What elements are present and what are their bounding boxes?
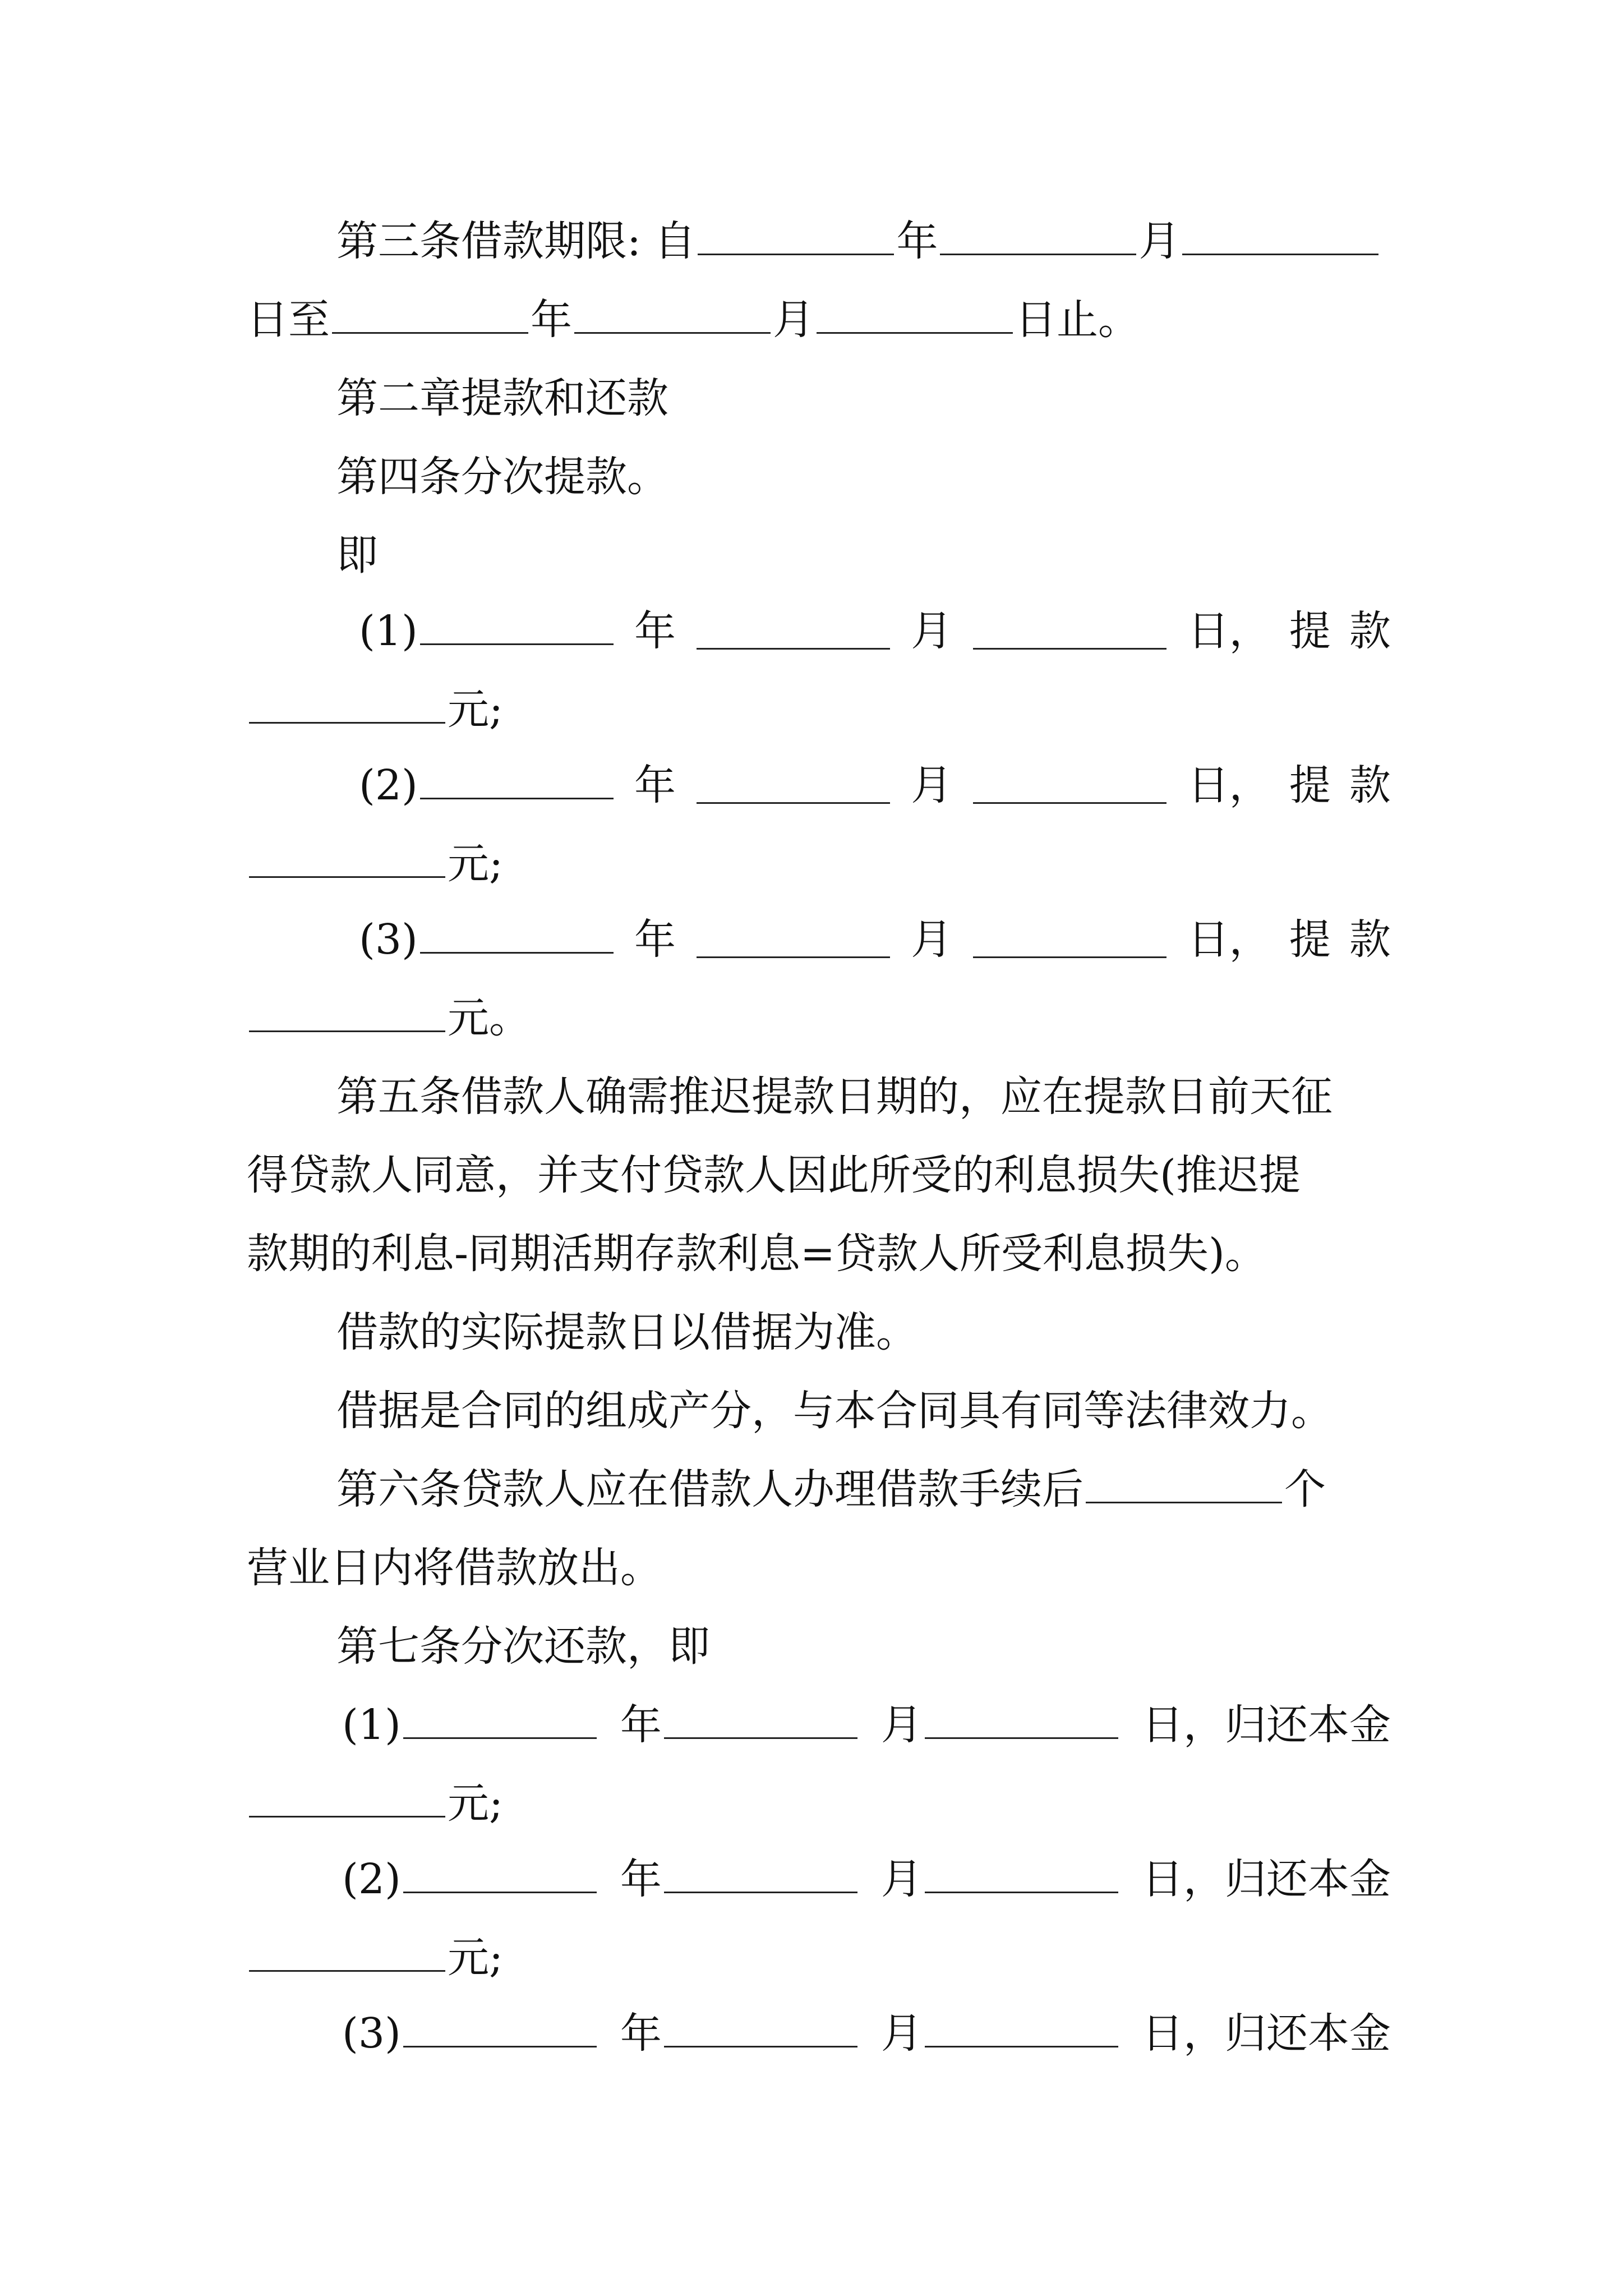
day-label: 日， (1187, 607, 1271, 655)
kuan-label: 款 (1349, 761, 1391, 809)
blank-field (664, 2011, 857, 2047)
blank-field (249, 841, 445, 878)
article-5-line-2: 得贷款人同意，并支付贷款人因此所受的利息损失(推迟提 (247, 1151, 1301, 1199)
blank-field (664, 1703, 857, 1739)
item-number: (1) (359, 607, 418, 655)
article-7-heading: 第七条分次还款，即 (336, 1622, 710, 1671)
blank-field (697, 767, 890, 804)
repay-label: 日，归还本金 (1141, 1701, 1391, 1749)
kuan-label: 款 (1349, 607, 1391, 655)
article-3-text: 第三条借款期限: 自 (336, 217, 696, 265)
chapter-2-heading: 第二章提款和还款 (336, 374, 668, 422)
blank-field (249, 996, 445, 1032)
yuan-label: 元; (448, 1779, 503, 1828)
ti-label: 提 (1289, 607, 1331, 655)
year-label: 年 (634, 607, 676, 655)
day-label: 日至 (247, 296, 330, 344)
kuan-label: 款 (1349, 915, 1391, 964)
month-label: 月 (880, 2009, 923, 2058)
item-number: (2) (342, 1855, 401, 1903)
year-label: 年 (620, 2009, 662, 2058)
month-label: 月 (911, 761, 953, 809)
draw-item-3-amount (247, 976, 1391, 1060)
blank-field (332, 297, 528, 334)
year-label: 年 (620, 1855, 662, 1903)
blank-field (817, 297, 1013, 334)
month-label: 月 (773, 296, 814, 344)
blank-field (973, 613, 1166, 650)
month-label: 月 (911, 607, 953, 655)
blank-field (697, 922, 890, 958)
blank-field (420, 763, 614, 799)
ti-label: 提 (1289, 761, 1331, 809)
repay-item-2 (342, 1837, 1391, 1921)
year-label: 年 (634, 915, 676, 964)
repay-item-2-amount (247, 1916, 1391, 2000)
draw-item-1 (359, 589, 1391, 673)
item-number: (2) (359, 761, 418, 809)
blank-field (925, 1857, 1118, 1893)
item-number: (3) (342, 2009, 401, 2058)
draw-item-2-amount (247, 822, 1391, 906)
blank-field (249, 687, 445, 724)
blank-field (664, 1857, 857, 1893)
repay-label: 日，归还本金 (1141, 1855, 1391, 1903)
year-label: 年 (896, 217, 938, 265)
repay-item-3 (342, 1991, 1391, 2076)
blank-field (973, 767, 1166, 804)
article-3-line-1 (336, 199, 1391, 283)
item-number: (3) (359, 915, 418, 964)
draw-item-3 (359, 898, 1391, 982)
draw-item-2 (359, 743, 1391, 827)
blank-field (403, 2011, 597, 2047)
article-6-text: 第六条贷款人应在借款人办理借款手续后 (336, 1465, 1083, 1513)
item-number: (1) (342, 1701, 401, 1749)
yuan-label: 元; (448, 1934, 503, 1982)
actual-drawdown-paragraph: 借款的实际提款日以借据为准。 (336, 1308, 917, 1356)
ge-label: 个 (1284, 1465, 1326, 1513)
blank-field (697, 613, 890, 650)
end-label: 日止。 (1015, 296, 1140, 344)
article-3-line-2 (247, 278, 1391, 362)
article-6-line-1 (336, 1447, 1391, 1531)
blank-field (403, 1857, 597, 1893)
day-label: 日， (1187, 761, 1271, 809)
blank-field (420, 609, 614, 645)
month-label: 月 (880, 1701, 923, 1749)
month-label: 月 (1138, 217, 1181, 265)
blank-field (973, 922, 1166, 958)
ji-line: 即 (336, 531, 378, 579)
repay-item-1-amount (247, 1761, 1391, 1846)
yuan-label: 元; (448, 685, 503, 734)
receipt-paragraph: 借据是合同的组成产分，与本合同具有同等法律效力。 (336, 1387, 1332, 1435)
blank-field (420, 917, 614, 954)
repay-label: 日，归还本金 (1141, 2009, 1391, 2058)
draw-item-1-amount (247, 668, 1391, 752)
month-label: 月 (911, 915, 953, 964)
repay-item-1 (342, 1683, 1391, 1767)
blank-field (1086, 1467, 1282, 1503)
year-label: 年 (531, 296, 572, 344)
blank-field (925, 2011, 1118, 2047)
yuan-label: 元。 (448, 994, 531, 1042)
article-6-line-2: 营业日内将借款放出。 (247, 1544, 662, 1592)
blank-field (698, 219, 894, 255)
blank-field (249, 1935, 445, 1972)
blank-field (1182, 219, 1378, 255)
blank-field (574, 297, 771, 334)
yuan-label: 元; (448, 840, 503, 888)
year-label: 年 (620, 1701, 662, 1749)
blank-field (249, 1781, 445, 1818)
article-4-heading: 第四条分次提款。 (336, 453, 668, 501)
month-label: 月 (880, 1855, 923, 1903)
ti-label: 提 (1289, 915, 1331, 964)
article-5-line-1: 第五条借款人确需推迟提款日期的，应在提款日前天征 (336, 1073, 1332, 1121)
blank-field (925, 1703, 1118, 1739)
day-label: 日， (1187, 915, 1271, 964)
article-5-line-3: 款期的利息-同期活期存款利息=贷款人所受利息损失)。 (247, 1230, 1266, 1278)
blank-field (403, 1703, 597, 1739)
year-label: 年 (634, 761, 676, 809)
blank-field (940, 219, 1136, 255)
